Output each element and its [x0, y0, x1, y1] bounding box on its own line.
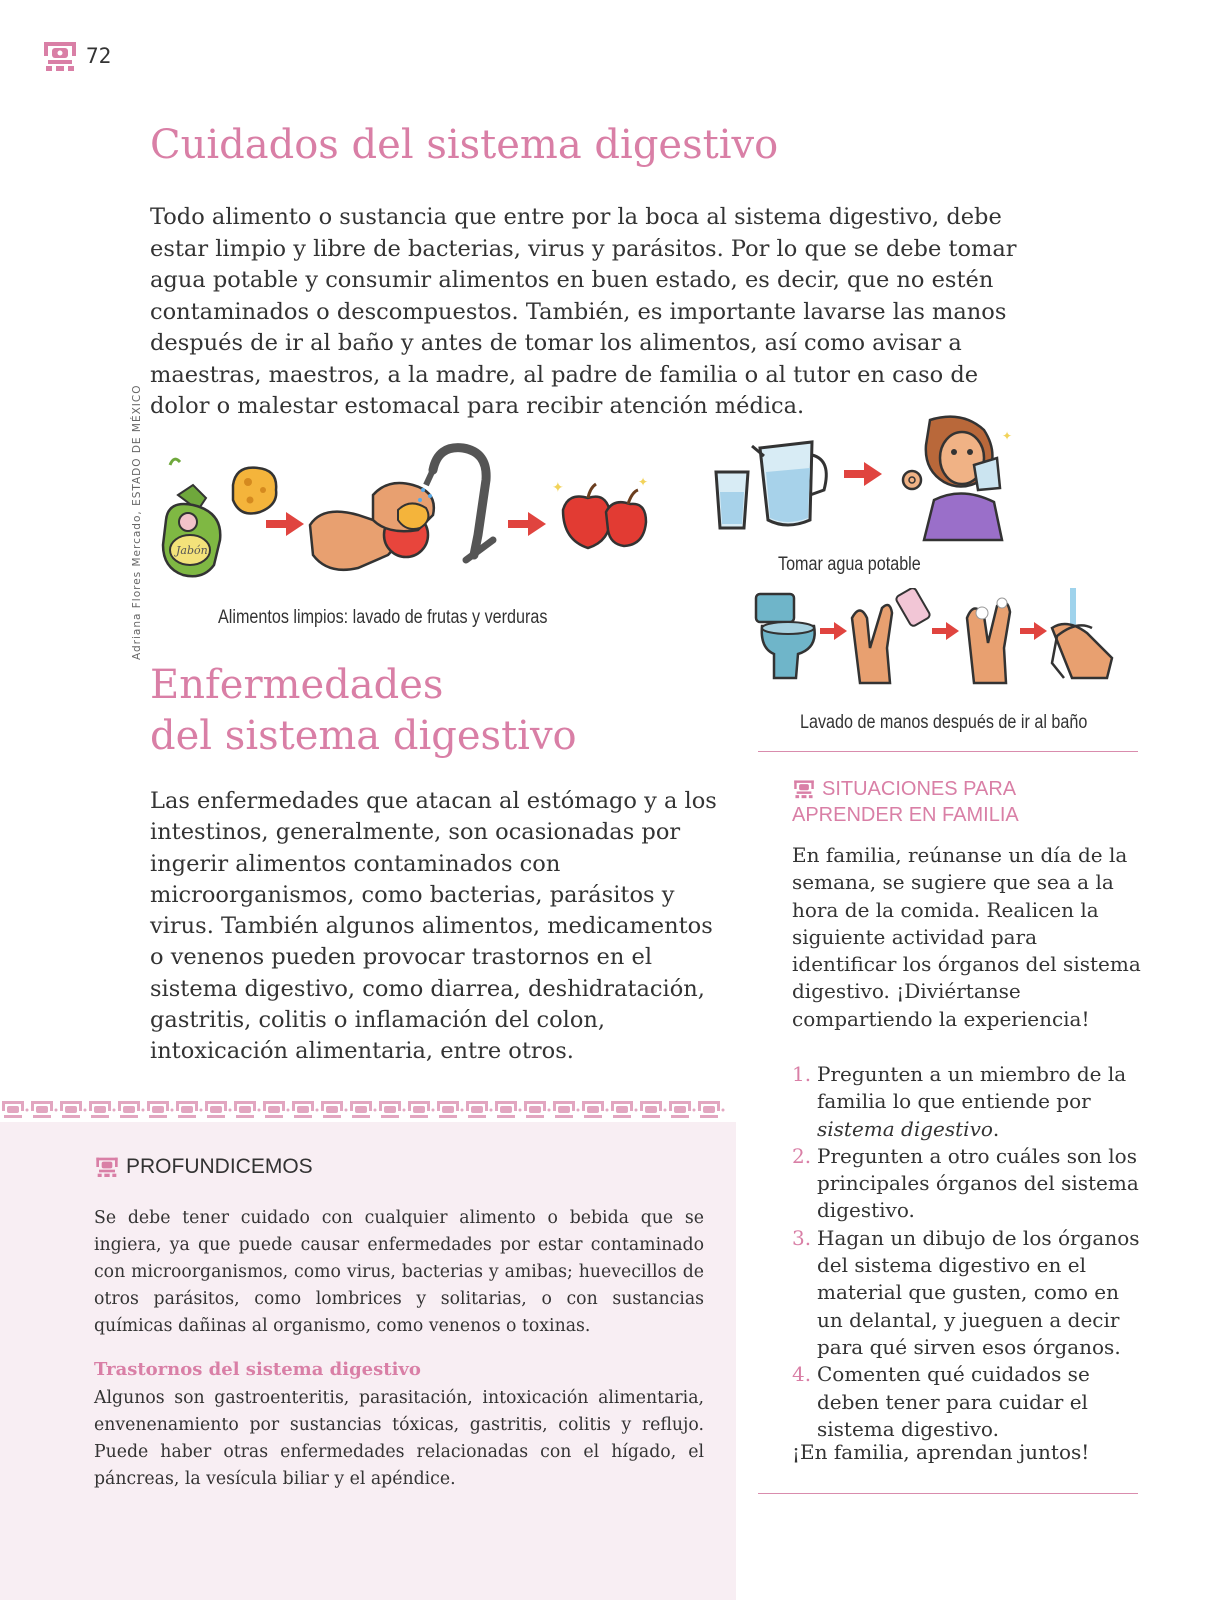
family-title-line1: SITUACIONES PARA [822, 778, 1017, 800]
pattern-glyph-icon [377, 1099, 406, 1121]
disorders-subtitle: Trastornos del sistema digestivo [94, 1359, 421, 1380]
arrow-right-icon [820, 622, 847, 640]
section-title-diseases [150, 660, 577, 762]
girl-drinking-icon [903, 417, 1012, 540]
page-number: 72 [86, 44, 112, 68]
soapy-hands-icon [967, 598, 1010, 683]
family-intro: En familia, reúnanse un día de la semana, se sugiere que sea a la hora de la comida. Realicen la siguiente actividad para identificar los órganos del sistema digestivo. ¡Diviértanse compartiendo la experiencia! [792, 843, 1141, 1031]
diseases-title-line1: Enfermedades [150, 662, 444, 708]
pattern-glyph-icon [0, 1099, 29, 1121]
soap-label: Jabón [176, 544, 208, 557]
list-item: 4. Comenten qué cuidados se deben tener para cuidar el sistema digestivo. [792, 1362, 1090, 1441]
pattern-glyph-icon [29, 1099, 58, 1121]
drinking-water-illustration [712, 410, 1032, 550]
pattern-glyph-icon [261, 1099, 290, 1121]
washing-food-illustration [148, 440, 658, 600]
svg-text:✦: ✦ [552, 480, 564, 496]
list-item: 1. Pregunten a un miembro de la familia lo que entiende por sistema digestivo. [792, 1062, 1127, 1141]
handwashing-illustration [752, 588, 1132, 698]
arrow-right-icon [266, 512, 304, 536]
hands-washing-icon [310, 483, 434, 570]
arrow-right-icon [844, 462, 882, 486]
svg-text:✦: ✦ [1002, 429, 1013, 443]
pattern-glyph-icon [638, 1099, 667, 1121]
pattern-glyph-icon [87, 1099, 116, 1121]
family-closing: ¡En familia, aprendan juntos! [792, 1440, 1090, 1464]
section-title-care: Cuidados del sistema digestivo [150, 122, 779, 168]
pattern-glyph-icon [406, 1099, 435, 1121]
pattern-glyph-icon [551, 1099, 580, 1121]
profundicemos-title: PROFUNDICEMOS [126, 1155, 313, 1178]
pattern-glyph-icon [203, 1099, 232, 1121]
wash-food-caption: Alimentos limpios: lavado de frutas y verduras [218, 607, 548, 628]
pattern-glyph-icon [580, 1099, 609, 1121]
svg-text:✦: ✦ [638, 475, 649, 489]
pattern-glyph-icon [348, 1099, 377, 1121]
profundicemos-heading [94, 1155, 313, 1179]
arrow-right-icon [932, 622, 959, 640]
rinsing-hands-icon [1052, 588, 1112, 678]
arrow-right-icon [1020, 622, 1047, 640]
pattern-glyph-icon [290, 1099, 319, 1121]
list-item: 3. Hagan un dibujo de los órganos del sistema digestivo en el material que gusten, como en un delantal, y jueguen a decir para qué sirven esos órganos. [792, 1225, 1140, 1359]
pattern-glyph-icon [58, 1099, 87, 1121]
pattern-glyph-icon [145, 1099, 174, 1121]
pattern-glyph-icon [696, 1099, 725, 1121]
handwash-caption: Lavado de manos después de ir al baño [800, 712, 1088, 733]
family-section-heading [792, 776, 1019, 828]
pattern-glyph-icon [464, 1099, 493, 1121]
pattern-glyph-icon [667, 1099, 696, 1121]
water-caption: Tomar agua potable [778, 554, 921, 575]
pattern-glyph-icon [174, 1099, 203, 1121]
pattern-glyph-icon [232, 1099, 261, 1121]
right-column-divider-bottom [758, 1493, 1138, 1494]
pattern-glyph-icon [522, 1099, 551, 1121]
water-glass-icon [716, 472, 748, 528]
list-item: 2. Pregunten a otro cuáles son los principales órganos del sistema digestivo. [792, 1143, 1139, 1223]
apples-icon [552, 475, 648, 548]
right-column-divider-top [758, 751, 1138, 752]
disorders-paragraph: Algunos son gastroenteritis, parasitación, intoxicación alimentaria, envenenamiento por sustancias tóxicas, gastritis, colitis y reflujo. Puede haber otras enfermedades relacionadas con el hígado, el páncreas, la vesícula biliar y el apéndice. [94, 1388, 704, 1489]
glyph-ornament-icon [94, 1155, 120, 1179]
pattern-glyph-icon [609, 1099, 638, 1121]
glyph-ornament-icon [42, 38, 78, 74]
water-pitcher-icon [752, 442, 826, 525]
diseases-title-line2: del sistema digestivo [150, 713, 577, 759]
soap-bottle-icon [163, 459, 220, 576]
open-hands-icon [852, 588, 931, 683]
decorative-pattern-band [0, 1097, 736, 1123]
glyph-ornament-icon [792, 778, 816, 800]
family-activity-list [792, 1061, 1142, 1443]
illustration-credit: Adriana Flores Mercado, ESTADO DE MÉXICO [131, 384, 143, 660]
pattern-glyph-icon [493, 1099, 522, 1121]
family-title-line2: APRENDER EN FAMILIA [792, 804, 1019, 826]
toilet-icon [756, 594, 815, 678]
arrow-right-icon [508, 512, 546, 536]
pattern-glyph-icon [435, 1099, 464, 1121]
pattern-glyph-icon [116, 1099, 145, 1121]
diseases-paragraph: Las enfermedades que atacan al estómago y a los intestinos, generalmente, son ocasionadas por ingerir alimentos contaminados con microorganismos, como bacterias, parásitos y virus. También algunos alimentos, medicamentos o venenos pueden provocar trastornos en el sistema digestivo, como diarrea, deshidratación, gastritis, colitis o inflamación del colon, intoxicación alimentaria, entre otros. [150, 788, 717, 1065]
page-header [42, 38, 111, 74]
profundicemos-paragraph: Se debe tener cuidado con cualquier alimento o bebida que se ingiera, ya que puede causar enfermedades por estar contaminado con microorganismos, como virus, bacterias y amibas; huevecillos de otros parásitos, como lombrices y solitarias, o con sustancias químicas dañinas al organismo, como venenos o toxinas. [94, 1208, 704, 1336]
pattern-glyph-icon [319, 1099, 348, 1121]
sponge-icon [233, 468, 276, 514]
care-paragraph: Todo alimento o sustancia que entre por la boca al sistema digestivo, debe estar limpio y libre de bacterias, virus y parásitos. Por lo que se debe tomar agua potable y consumir alimentos en buen estado, es decir, que no estén contaminados o descompuestos. También, es importante lavarse las manos después de ir al baño y antes de tomar los alimentos, así como avisar a maestras, maestros, a la madre, al padre de familia o al tutor en caso de dolor o malestar estomacal para recibir atención médica. [150, 204, 1017, 419]
